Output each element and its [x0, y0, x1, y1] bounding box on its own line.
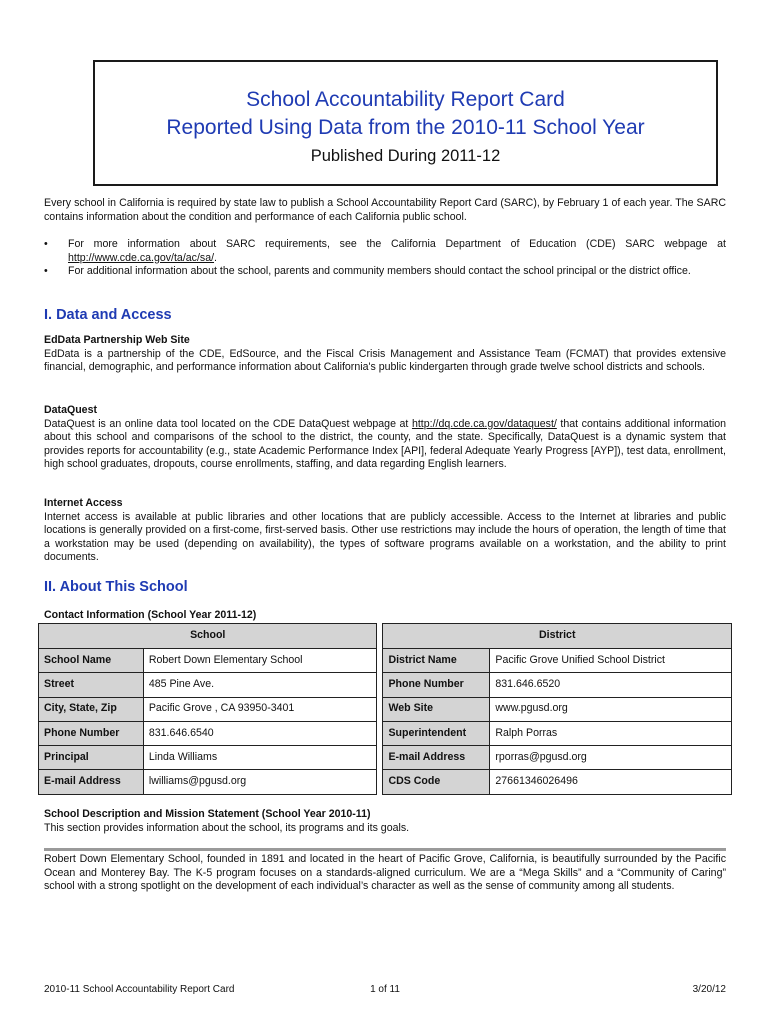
- school-label: Phone Number: [39, 721, 144, 745]
- table-row: [39, 697, 732, 721]
- school-value: 485 Pine Ave.: [143, 673, 377, 697]
- section-heading-about-school: II. About This School: [44, 579, 188, 595]
- dataquest-text: [44, 418, 726, 472]
- district-value: www.pgusd.org: [490, 697, 732, 721]
- district-value: Ralph Porras: [490, 721, 732, 745]
- district-column-header: District: [383, 624, 732, 649]
- school-value: Pacific Grove , CA 93950-3401: [143, 697, 377, 721]
- eddata-title: EdData Partnership Web Site: [44, 334, 190, 346]
- school-value: lwilliams@pgusd.org: [143, 770, 377, 794]
- page-footer: [44, 983, 726, 997]
- school-label: School Name: [39, 649, 144, 673]
- title-box: [93, 60, 718, 186]
- bullet-period: .: [214, 251, 217, 264]
- internet-title: Internet Access: [44, 497, 123, 509]
- bullet-item-contact: [44, 265, 726, 279]
- district-label: Phone Number: [383, 673, 490, 697]
- bullet-text: For more information about SARC requirements, see the California Department of Education (CDE) SARC webpage at: [68, 238, 726, 250]
- dataquest-text-end: that contains additional information about this school and comparisons of the school to the district, the county, and the state. Specifically, DataQuest is a dynamic system that provides reports for accountability (e.g., state Academic Performance Index [API], federal Adequate Yearly Progress [AYP]), test data, enrollment, high school graduates, dropouts, course enrollments, staffing, and data regarding English learners.: [44, 417, 727, 471]
- district-label: CDS Code: [383, 770, 490, 794]
- contact-table-caption: Contact Information (School Year 2011-12): [44, 609, 257, 621]
- dataquest-text-start: DataQuest is an online data tool located on the CDE DataQuest webpage at: [44, 417, 409, 430]
- table-row: [39, 649, 732, 673]
- school-value: 831.646.6540: [143, 721, 377, 745]
- bullet-icon: •: [44, 265, 48, 278]
- internet-text: Internet access is available at public libraries and other locations that are publicly accessible. Access to the Internet at libraries and public locations is generally provided on a first-come, first-served basis. Other use restrictions may include the hours of operation, the length of time that a workstation may be used (depending on availability), the types of software programs available on a workstation, and the ability to print documents.: [44, 510, 726, 564]
- section-heading-data-access: I. Data and Access: [44, 307, 172, 323]
- school-value: Linda Williams: [143, 746, 377, 770]
- district-label: E-mail Address: [383, 746, 490, 770]
- school-label: Principal: [39, 746, 144, 770]
- mission-intro: This section provides information about the school, its programs and its goals.: [44, 821, 410, 834]
- bullet-item-sarc-webpage: [44, 238, 726, 265]
- district-value: 27661346026496: [490, 770, 732, 794]
- table-row: [39, 721, 732, 745]
- table-row: [39, 746, 732, 770]
- district-label: Superintendent: [383, 721, 490, 745]
- contact-table: [38, 623, 732, 795]
- dataquest-link[interactable]: http://dq.cde.ca.gov/dataquest/: [411, 417, 557, 430]
- footer-page-number: 1 of 11: [370, 984, 400, 995]
- footer-doc-title: 2010-11 School Accountability Report Card: [44, 984, 235, 995]
- table-row: [39, 673, 732, 697]
- footer-date: 3/20/12: [692, 984, 726, 995]
- report-subtitle: Reported Using Data from the 2010-11 School Year: [166, 116, 645, 139]
- school-label: E-mail Address: [39, 770, 144, 794]
- intro-bullets: [44, 238, 726, 279]
- district-value: rporras@pgusd.org: [490, 746, 732, 770]
- school-label: Street: [39, 673, 144, 697]
- district-label: District Name: [383, 649, 490, 673]
- district-value: 831.646.6520: [490, 673, 732, 697]
- dataquest-block: [44, 404, 726, 472]
- divider: [44, 848, 726, 851]
- contact-table-header-row: [39, 624, 732, 649]
- eddata-text: EdData is a partnership of the CDE, EdSource, and the Fiscal Crisis Management and Assistance Team (FCMAT) that provides extensive financial, demographic, and performance information about California's public kindergarten through grade twelve school districts and schools.: [44, 347, 726, 374]
- published-line: Published During 2011-12: [310, 147, 501, 165]
- district-label: Web Site: [383, 697, 490, 721]
- school-label: City, State, Zip: [39, 697, 144, 721]
- school-value: Robert Down Elementary School: [143, 649, 377, 673]
- internet-block: [44, 497, 726, 565]
- table-row: [39, 770, 732, 794]
- mission-title: School Description and Mission Statement (School Year 2010-11): [44, 808, 371, 820]
- bullet-icon: •: [44, 238, 48, 250]
- eddata-block: [44, 334, 726, 375]
- bullet-text: For additional information about the school, parents and community members should contact the school principal or the district office.: [68, 265, 691, 278]
- sarc-webpage-link[interactable]: http://www.cde.ca.gov/ta/ac/sa/: [68, 251, 215, 264]
- school-description: Robert Down Elementary School, founded in 1891 and located in the heart of Pacific Grove, California, is beautifully surrounded by the Pacific Ocean and Monterey Bay. The K-5 program focuses on a standards-aligned curriculum. We are a “Mega Skills” and a “Community of Caring” school with a strong spotlight on the development of each individual’s character as well as the sense of community among all students.: [44, 853, 726, 893]
- mission-block: [44, 808, 726, 835]
- intro-paragraph: Every school in California is required by state law to publish a School Accountability Report Card (SARC), by February 1 of each year. The SARC contains information about the condition and performance of each California public school.: [44, 197, 726, 223]
- report-title: School Accountability Report Card: [246, 88, 565, 111]
- district-value: Pacific Grove Unified School District: [490, 649, 732, 673]
- school-column-header: School: [39, 624, 377, 649]
- dataquest-title: DataQuest: [44, 404, 97, 416]
